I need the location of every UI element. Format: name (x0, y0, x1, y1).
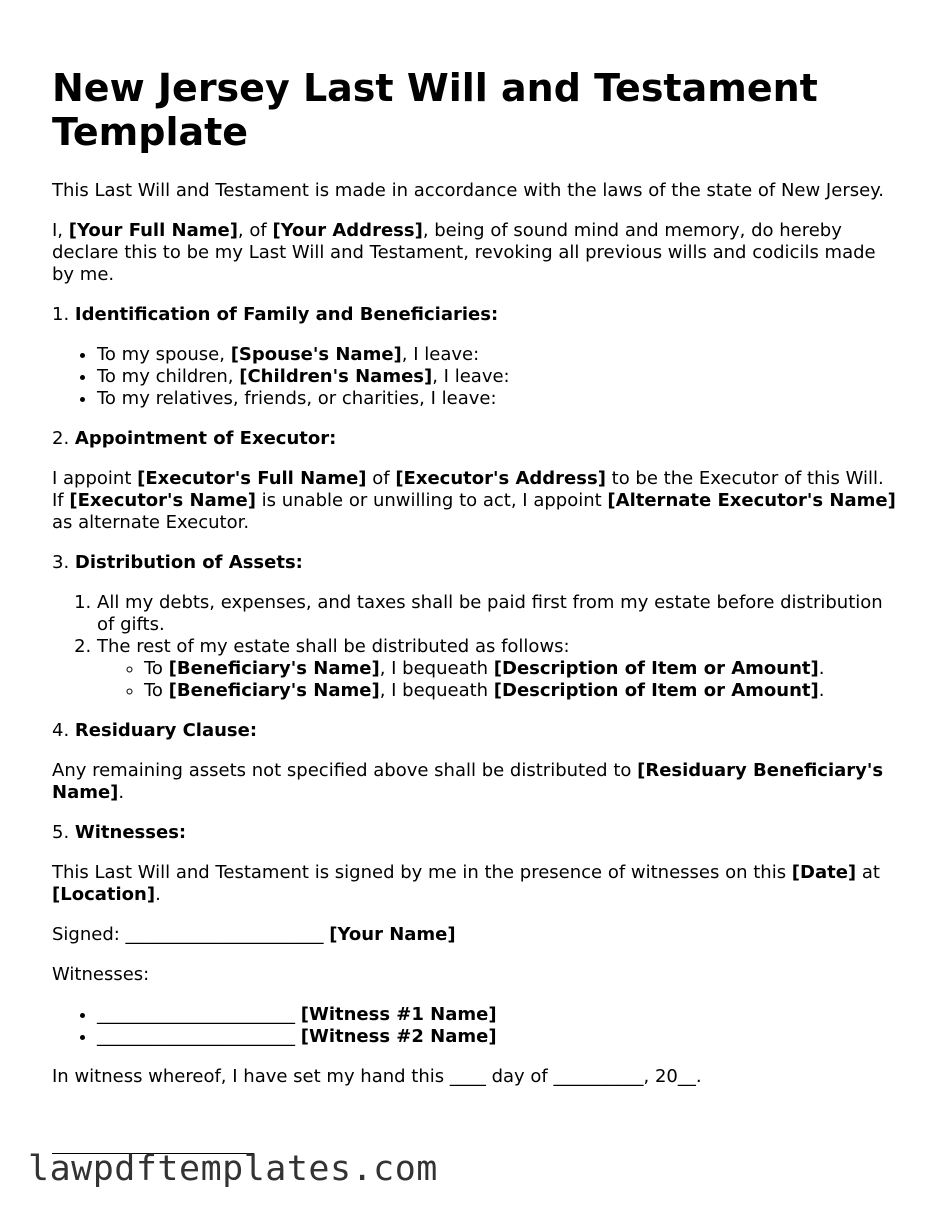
list-item: • To my children, [Children's Names], I leave: (97, 366, 897, 388)
list-item: • To my relatives, friends, or charities, I leave: (97, 388, 897, 410)
page-title: New Jersey Last Will and Testament Template (52, 66, 818, 154)
document-page (52, 66, 897, 1106)
section-5-heading: 5. Witnesses: (52, 822, 187, 843)
signed-line: Signed: ______________________ [Your Name] (52, 924, 456, 945)
section-3-heading: 3. Distribution of Assets: (52, 552, 303, 573)
placeholder-address: [Your Address] (272, 220, 423, 241)
section-1-heading: 1. Identification of Family and Beneficiaries: (52, 304, 499, 325)
section-4-heading: 4. Residuary Clause: (52, 720, 258, 741)
declaration-paragraph: I, [Your Full Name], of [Your Address], being of sound mind and memory, do hereby declare this to be my Last Will and Testament, revoking all previous wills and codicils made by me. (52, 220, 876, 285)
section-2-heading: 2. Appointment of Executor: (52, 428, 337, 449)
list-item: • ______________________ [Witness #2 Name] (97, 1026, 897, 1048)
watermark: lawpdftemplates.com (28, 1149, 438, 1189)
witnesses-paragraph: This Last Will and Testament is signed by me in the presence of witnesses on this [Date] at [Location]. (52, 862, 880, 905)
witnesses-label: Witnesses: (52, 964, 150, 985)
list-item: 2. The rest of my estate shall be distributed as follows: ◦ To [Beneficiary's Name], I bequeath [Description of Item or Amount]. ◦ To [Beneficiary's Name], I bequeath [Description of Item or Amount]. (97, 636, 897, 702)
list-item: • To my spouse, [Spouse's Name], I leave: (97, 344, 897, 366)
distribution-list (52, 592, 897, 702)
beneficiaries-list (52, 344, 897, 410)
witness-whereof-line: In witness whereof, I have set my hand this ____ day of __________, 20__. (52, 1066, 702, 1087)
residuary-paragraph: Any remaining assets not specified above shall be distributed to [Residuary Beneficiary's Name]. (52, 760, 884, 803)
bequest-sublist (97, 658, 897, 702)
list-item: 1. All my debts, expenses, and taxes shall be paid first from my estate before distribution of gifts. (97, 592, 897, 636)
executor-paragraph: I appoint [Executor's Full Name] of [Executor's Address] to be the Executor of this Will. If [Executor's Name] is unable or unwilling to act, I appoint [Alternate Executor's Name] as alternate Executor. (52, 468, 896, 533)
list-item: ◦ To [Beneficiary's Name], I bequeath [Description of Item or Amount]. (144, 680, 897, 702)
list-item: • ______________________ [Witness #1 Name] (97, 1004, 897, 1026)
list-item: ◦ To [Beneficiary's Name], I bequeath [Description of Item or Amount]. (144, 658, 897, 680)
intro-paragraph: This Last Will and Testament is made in accordance with the laws of the state of New Jersey. (52, 180, 884, 201)
placeholder-full-name: [Your Full Name] (68, 220, 238, 241)
witness-list (52, 1004, 897, 1048)
